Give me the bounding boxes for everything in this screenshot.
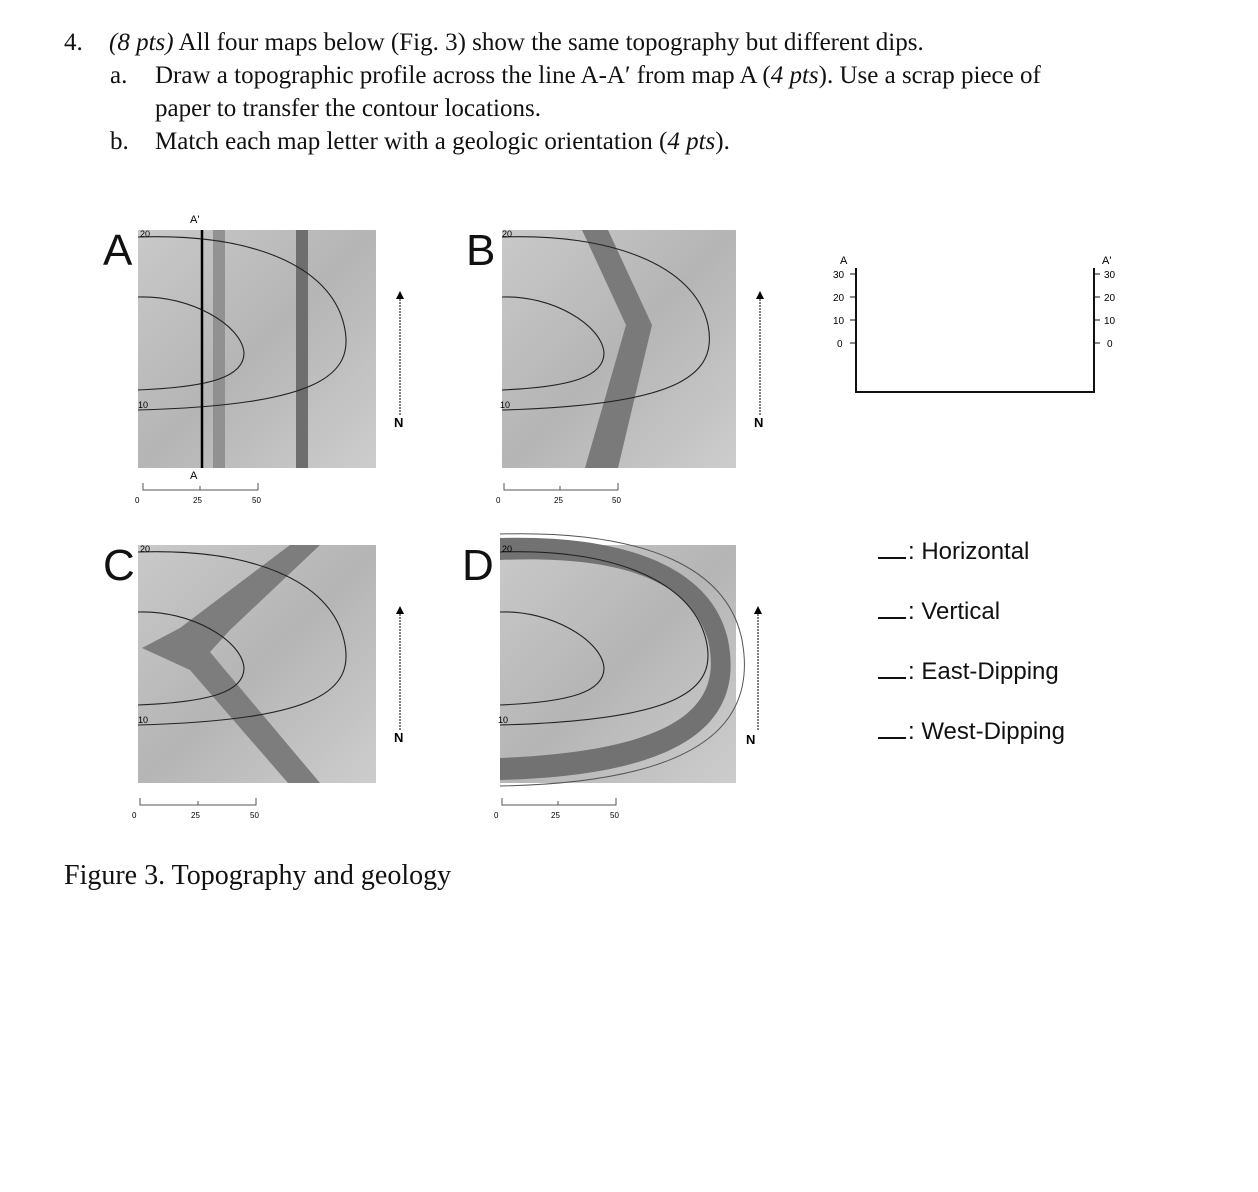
- map-d-north-arrow-icon: [754, 606, 762, 614]
- answer-blank-horizontal[interactable]: [878, 557, 906, 559]
- question-number: 4.: [64, 29, 83, 56]
- profile-right-tick-20: 20: [1104, 293, 1116, 304]
- map-c-north-arrow-icon: [396, 606, 404, 614]
- map-d-contour-20: 20: [502, 544, 513, 554]
- part-a-text-1: Draw a topographic profile across the line A-A′ from map A (: [155, 62, 771, 89]
- part-b-text-1: Match each map letter with a geologic orientation (: [155, 128, 668, 155]
- option-vertical: [878, 598, 1000, 626]
- map-a-terrain: [138, 230, 376, 468]
- profile-right-tick-10: 10: [1104, 316, 1116, 327]
- profile-left-tick-20: 20: [833, 293, 845, 304]
- map-a-scale-50: 50: [252, 496, 261, 505]
- map-b-letter: B: [466, 226, 496, 275]
- map-b-north-arrow-icon: [756, 291, 764, 299]
- answer-blank-vertical[interactable]: [878, 617, 906, 619]
- map-d-letter: D: [462, 541, 494, 590]
- map-a: [130, 205, 420, 515]
- map-b-scale-25: 25: [554, 496, 563, 505]
- profile-left-tick-30: 30: [833, 270, 845, 281]
- profile-axes: [856, 268, 1094, 392]
- map-a-bed-east: [296, 230, 308, 468]
- option-east-dipping-label: : East-Dipping: [908, 658, 1059, 685]
- part-b-points: 4 pts: [667, 128, 716, 155]
- map-c: [130, 520, 420, 830]
- map-a-label-a: A: [190, 470, 198, 482]
- profile-right-tick-0: 0: [1107, 339, 1113, 350]
- map-a-north-label: N: [394, 415, 404, 430]
- part-a-text-2: ). Use a scrap piece of: [818, 62, 1041, 89]
- map-d-scale-50: 50: [610, 811, 619, 820]
- question-text: All four maps below (Fig. 3) show the same topography but different dips.: [178, 29, 924, 56]
- profile-frame: [820, 250, 1140, 400]
- map-a-north-arrow-icon: [396, 291, 404, 299]
- map-a-label-a-prime: A': [190, 214, 200, 226]
- map-c-letter: C: [103, 541, 135, 590]
- map-d-scale-bar: [502, 798, 616, 805]
- map-d-scale-25: 25: [551, 811, 560, 820]
- question-points: (8 pts): [109, 29, 174, 56]
- option-east-dipping: [878, 658, 1059, 686]
- map-a-contour-20: 20: [140, 229, 151, 239]
- part-a-label: a.: [110, 62, 128, 89]
- profile-right-label: A': [1102, 255, 1112, 267]
- map-a-bed-west: [213, 230, 225, 468]
- option-horizontal: [878, 538, 1029, 566]
- map-a-scale-25: 25: [193, 496, 202, 505]
- figure-caption: Figure 3. Topography and geology: [64, 860, 452, 891]
- map-b-contour-10: 10: [500, 400, 511, 410]
- map-a-letter: A: [103, 226, 133, 275]
- map-c-north-label: N: [394, 730, 404, 745]
- map-a-contour-10: 10: [138, 400, 149, 410]
- map-c-scale-50: 50: [250, 811, 259, 820]
- option-vertical-label: : Vertical: [908, 598, 1001, 625]
- answer-blank-east-dipping[interactable]: [878, 677, 906, 679]
- map-b-north-label: N: [754, 415, 764, 430]
- part-b-label: b.: [110, 128, 129, 155]
- part-a-text-3: paper to transfer the contour locations.: [155, 95, 541, 122]
- profile-right-tick-30: 30: [1104, 270, 1116, 281]
- part-b-text-2: ).: [715, 128, 730, 155]
- map-d-north-label: N: [746, 732, 756, 747]
- option-horizontal-label: : Horizontal: [908, 538, 1030, 565]
- map-c-scale-25: 25: [191, 811, 200, 820]
- option-west-dipping-label: : West-Dipping: [908, 718, 1065, 745]
- map-c-contour-10: 10: [138, 715, 149, 725]
- map-b-scale-50: 50: [612, 496, 621, 505]
- map-d-scale-0: 0: [494, 811, 499, 820]
- map-b-scale-0: 0: [496, 496, 501, 505]
- profile-left-tick-0: 0: [837, 339, 843, 350]
- map-d: [490, 520, 780, 830]
- map-d-contour-10: 10: [498, 715, 509, 725]
- map-b-scale-bar: [504, 483, 618, 490]
- option-west-dipping: [878, 718, 1065, 746]
- map-c-contour-20: 20: [140, 544, 151, 554]
- map-a-scale-0: 0: [135, 496, 140, 505]
- profile-left-tick-10: 10: [833, 316, 845, 327]
- map-b-contour-20: 20: [502, 229, 513, 239]
- answer-blank-west-dipping[interactable]: [878, 737, 906, 739]
- map-c-scale-0: 0: [132, 811, 137, 820]
- part-a-points: 4 pts: [770, 62, 819, 89]
- profile-left-label: A: [840, 255, 848, 267]
- map-b: [490, 205, 780, 515]
